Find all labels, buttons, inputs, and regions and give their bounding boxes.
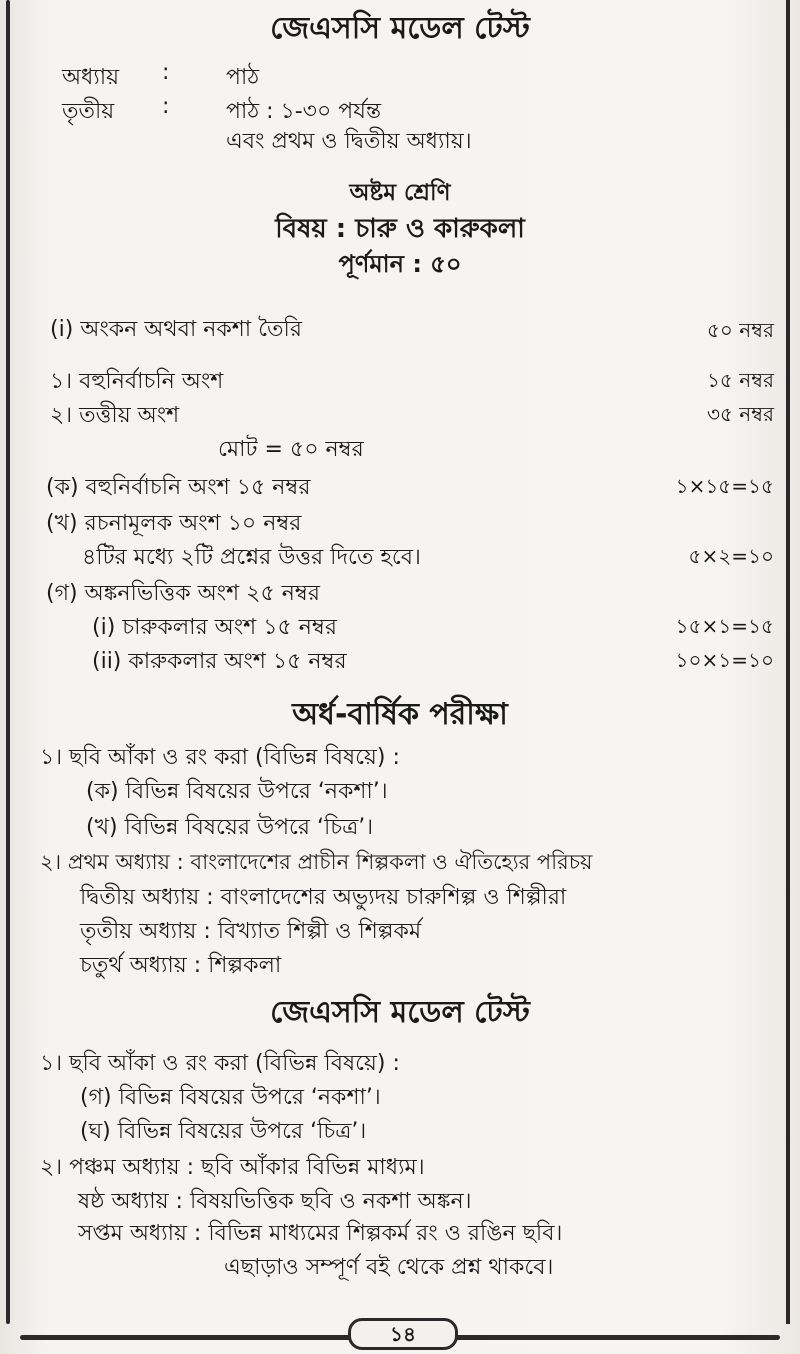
drawing-label: (i) অংকন অথবা নকশা তৈরি — [50, 317, 302, 342]
subject-heading: বিষয় : চারু ও কারুকলা — [275, 214, 525, 244]
model-test-title: জেএসসি মডেল টেস্ট — [270, 995, 530, 1030]
half-yearly-title: অর্ধ-বার্ষিক পরীক্ষা — [292, 697, 508, 732]
ga-label: (গ) অঙ্কনভিত্তিক অংশ ২৫ নম্বর — [46, 581, 320, 606]
model-test-item-5: ষষ্ঠ অধ্যায় : বিষয়ভিত্তিক ছবি ও নকশা অঙ্কন। — [78, 1189, 472, 1214]
model-test-item-4: ২। পঞ্চম অধ্যায় : ছবি আঁকার বিভিন্ন মাধ্যম। — [40, 1155, 425, 1180]
total-marks: মোট = ৫০ নম্বর — [218, 437, 364, 462]
model-test-item-3: (ঘ) বিভিন্ন বিষয়ের উপরে ‘চিত্র’। — [80, 1119, 367, 1144]
syllabus-label-2: তৃতীয় — [62, 99, 115, 124]
kha-label: (খ) রচনামূলক অংশ ১০ নম্বর — [46, 511, 302, 536]
half-yearly-item-7: চতুর্থ অধ্যায় : শিল্পকলা — [80, 953, 282, 978]
ka-calc: ১×১৫=১৫ — [675, 474, 774, 498]
theory-label: ২। তত্তীয় অংশ — [50, 403, 180, 428]
ga-i-calc: ১৫×১=১৫ — [675, 614, 774, 638]
syllabus-sep-2: : — [162, 94, 170, 119]
mcq-label: ১। বহুনির্বাচনি অংশ — [50, 369, 224, 394]
drawing-marks: ৫০ নম্বর — [706, 318, 774, 342]
syllabus-value-2: পাঠ : ১-৩০ পর্যন্ত — [226, 99, 382, 124]
theory-marks: ৩৫ নম্বর — [706, 402, 774, 426]
model-test-item-7: এছাড়াও সম্পূর্ণ বই থেকে প্রশ্ন থাকবে। — [224, 1255, 554, 1280]
full-marks-heading: পূর্ণমান : ৫০ — [338, 250, 462, 278]
model-test-item-1: ১। ছবি আঁকা ও রং করা (বিভিন্ন বিষয়ে) : — [40, 1051, 400, 1076]
kha-calc: ৫×২=১০ — [688, 544, 774, 568]
model-test-item-2: (গ) বিভিন্ন বিষয়ের উপরে ‘নকশা’। — [80, 1085, 381, 1110]
model-test-item-6: সপ্তম অধ্যায় : বিভিন্ন মাধ্যমের শিল্পকর্ম রং ও রঙিন ছবি। — [78, 1221, 563, 1246]
class-heading: অষ্টম শ্রেণি — [349, 180, 451, 206]
syllabus-sep-1: : — [162, 60, 170, 85]
ga-ii-label: (ii) কারুকলার অংশ ১৫ নম্বর — [92, 649, 347, 674]
mcq-marks: ১৫ নম্বর — [706, 368, 774, 392]
half-yearly-item-6: তৃতীয় অধ্যায় : বিখ্যাত শিল্পী ও শিল্পকর্ম — [80, 919, 422, 944]
top-title: জেএসসি মডেল টেস্ট — [270, 11, 530, 46]
syllabus-label-1: অধ্যায় — [62, 65, 120, 90]
ga-i-label: (i) চারুকলার অংশ ১৫ নম্বর — [92, 615, 337, 640]
kha-sub-label: ৪টির মধ্যে ২টি প্রশ্নের উত্তর দিতে হবে। — [82, 545, 421, 570]
syllabus-value-3: এবং প্রথম ও দ্বিতীয় অধ্যায়। — [226, 129, 472, 154]
half-yearly-item-4: ২। প্রথম অধ্যায় : বাংলাদেশের প্রাচীন শিল্পকলা ও ঐতিহ্যের পরিচয় — [40, 850, 593, 874]
half-yearly-item-1: ১। ছবি আঁকা ও রং করা (বিভিন্ন বিষয়ে) : — [40, 745, 400, 770]
syllabus-value-1: পাঠ — [226, 65, 260, 90]
half-yearly-item-3: (খ) বিভিন্ন বিষয়ের উপরে ‘চিত্র’। — [86, 815, 374, 840]
page-number: ১৪ — [348, 1318, 458, 1350]
ka-label: (ক) বহুনির্বাচনি অংশ ১৫ নম্বর — [46, 475, 311, 500]
half-yearly-item-5: দ্বিতীয় অধ্যায় : বাংলাদেশের অভ্যুদয় চারুশিল্প ও শিল্পীরা — [80, 885, 567, 910]
half-yearly-item-2: (ক) বিভিন্ন বিষয়ের উপরে ‘নকশা’। — [86, 779, 388, 804]
ga-ii-calc: ১০×১=১০ — [675, 648, 774, 672]
